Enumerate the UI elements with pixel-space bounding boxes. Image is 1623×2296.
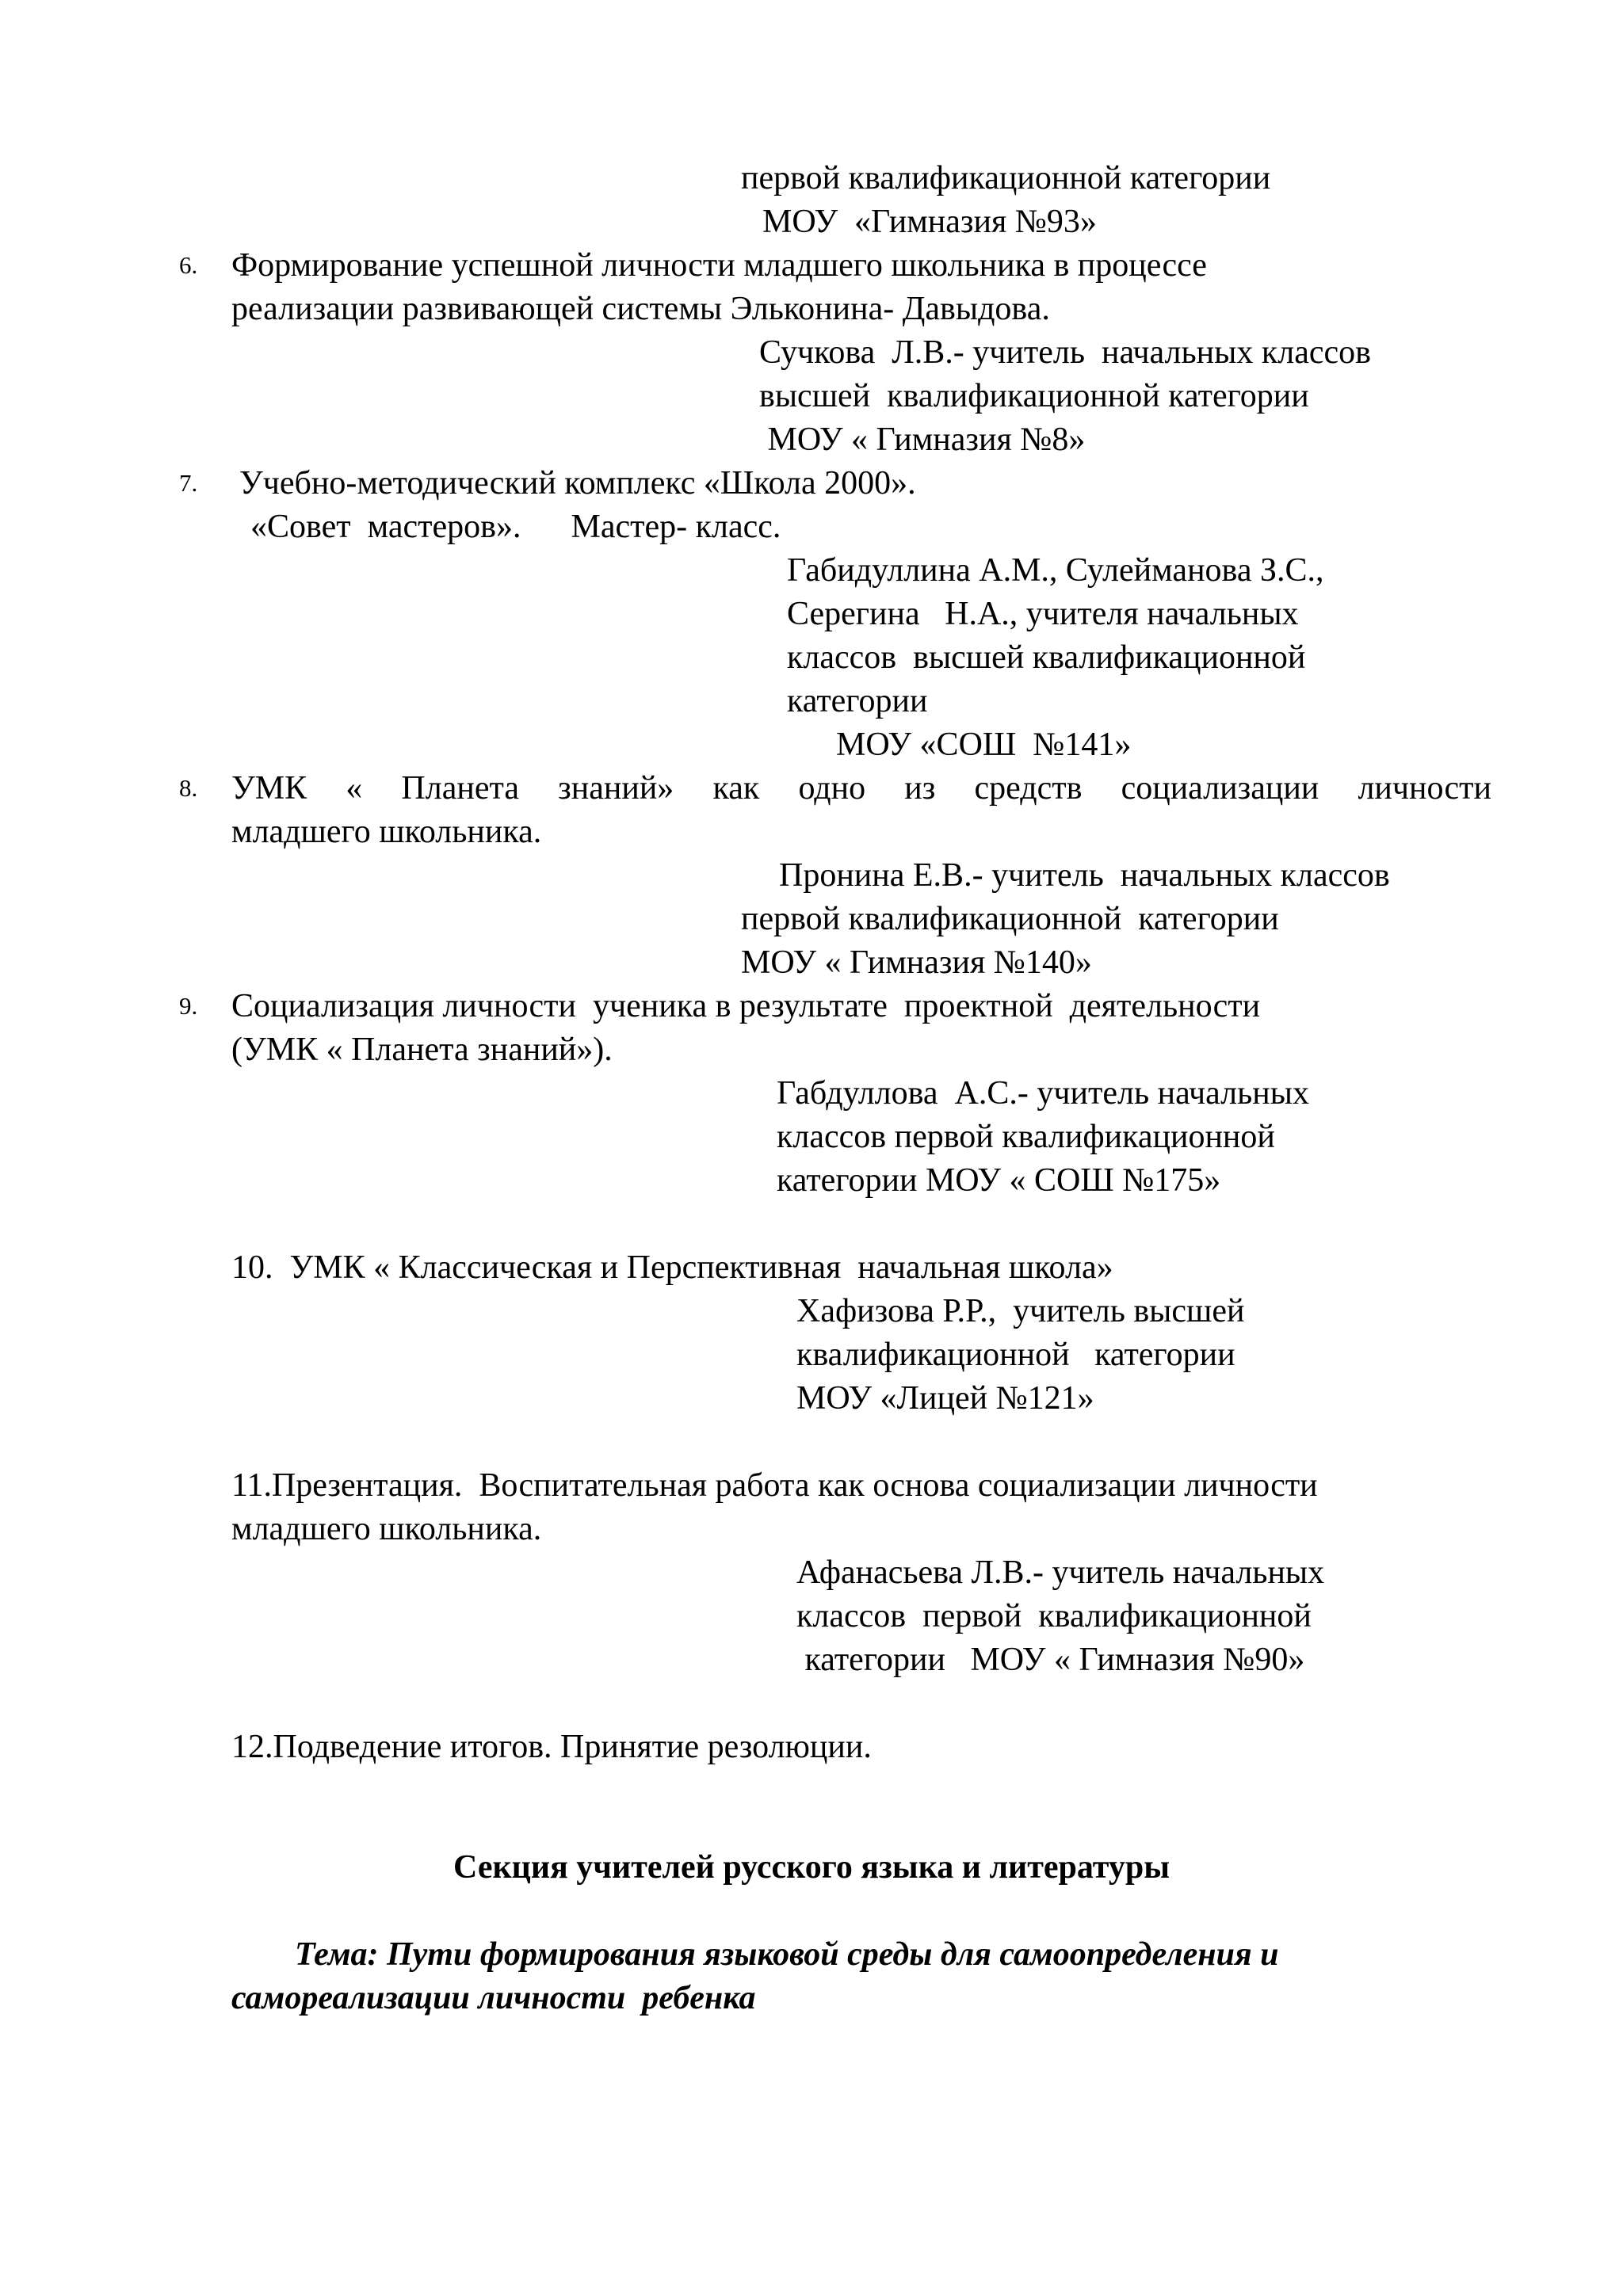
item-5-author-line-1: первой квалификационной категории: [741, 160, 1271, 196]
item-6-title-line-2: реализации развивающей системы Эльконина- Давыдова.: [231, 291, 1050, 327]
item-6-title-line-1: Формирование успешной личности младшего школьника в процессе: [231, 247, 1207, 284]
item-6-author-line-3: МОУ « Гимназия №8»: [759, 421, 1086, 458]
item-11-author-line-1: Афанасьева Л.В.- учитель начальных: [796, 1554, 1325, 1591]
item-8-title-line-1: УМК « Планета знаний» как одно из средств социализации личности: [231, 770, 1491, 807]
item-11-author-line-3: категории МОУ « Гимназия №90»: [796, 1642, 1305, 1678]
item-9-author-line-2: классов первой квалификационной: [777, 1119, 1275, 1155]
item-7-author-line-5: МОУ «СОШ №141»: [836, 727, 1132, 763]
item-12-title-line-1: 12.Подведение итогов. Принятие резолюции.: [231, 1729, 872, 1765]
item-6-author-line-1: Сучкова Л.В.- учитель начальных классов: [759, 334, 1371, 371]
item-8-number: 8.: [179, 774, 198, 802]
item-9-title-line-1: Социализация личности ученика в результате проектной деятельности: [231, 988, 1261, 1024]
item-10-author-line-3: МОУ «Лицей №121»: [796, 1380, 1094, 1417]
item-11-title-line-1: 11.Презентация. Воспитательная работа как основа социализации личности: [231, 1467, 1318, 1504]
item-9-title-line-2: (УМК « Планета знаний»).: [231, 1032, 613, 1068]
item-11-title-line-2: младшего школьника.: [231, 1511, 542, 1547]
item-7-title-line-2: «Совет мастеров». Мастер- класс.: [250, 509, 781, 545]
item-9-author-line-1: Габдуллова А.С.- учитель начальных: [777, 1075, 1309, 1112]
item-6-author-line-2: высшей квалификационной категории: [759, 378, 1309, 414]
section-theme-line-1: Тема: Пути формирования языковой среды для самоопределения и: [295, 1936, 1279, 1973]
item-8-author-line-3: МОУ « Гимназия №140»: [741, 944, 1092, 981]
section-heading: Секция учителей русского языка и литературы: [453, 1849, 1170, 1886]
item-7-author-line-4: категории: [787, 683, 928, 719]
item-9-author-line-3: категории МОУ « СОШ №175»: [777, 1162, 1221, 1199]
item-7-author-line-1: Габидуллина А.М., Сулейманова З.С.,: [787, 552, 1324, 589]
item-7-number: 7.: [179, 469, 198, 497]
item-10-title-line-1: 10. УМК « Классическая и Перспективная начальная школа»: [231, 1249, 1113, 1286]
item-10-author-line-1: Хафизова Р.Р., учитель высшей: [796, 1293, 1245, 1329]
item-10-author-line-2: квалификационной категории: [796, 1337, 1235, 1373]
item-7-author-line-2: Серегина Н.А., учителя начальных: [787, 596, 1299, 632]
item-9-number: 9.: [179, 992, 198, 1020]
item-8-author-line-2: первой квалификационной категории: [741, 901, 1279, 937]
item-8-author-line-1: Пронина Е.В.- учитель начальных классов: [779, 857, 1390, 894]
item-7-title-line-1: Учебно-методический комплекс «Школа 2000».: [239, 465, 916, 502]
item-8-title-line-2: младшего школьника.: [231, 814, 542, 850]
section-theme-line-2: самореализации личности ребенка: [231, 1980, 756, 2016]
item-11-author-line-2: классов первой квалификационной: [796, 1598, 1312, 1634]
item-6-number: 6.: [179, 251, 198, 279]
item-7-author-line-3: классов высшей квалификационной: [787, 639, 1306, 676]
item-5-author-line-2: МОУ «Гимназия №93»: [762, 204, 1097, 240]
